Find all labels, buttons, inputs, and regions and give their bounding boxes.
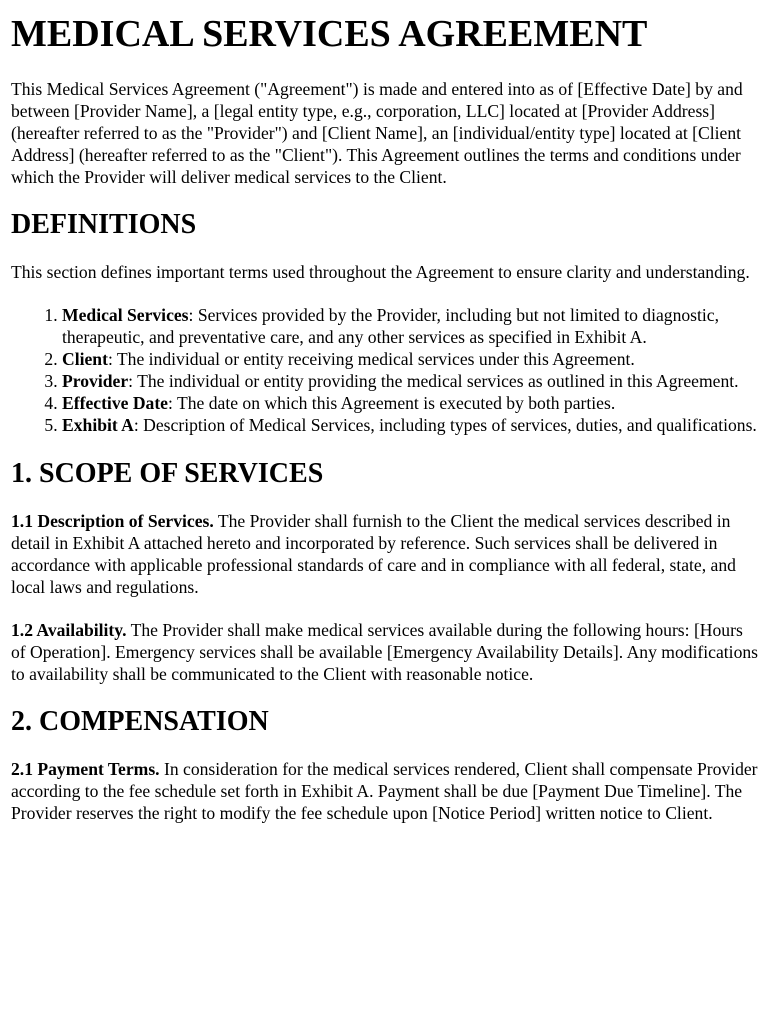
definition-text: : The individual or entity receiving medical services under this Agreement. [107, 349, 635, 369]
definition-term: Effective Date [62, 393, 168, 413]
definition-text: : Services provided by the Provider, including but not limited to diagnostic, therapeutic, and preventative care, and any other services as specified in Exhibit A. [62, 305, 719, 347]
definition-item [62, 304, 759, 348]
definition-term: Provider [62, 371, 129, 391]
scope-availability-text: The Provider shall make medical services available during the following hours: [Hours of Operation]. Emergency services shall be available [Emergency Availability Details]. Any modifications to availability shall be communicated to the Client with reasonable notice. [11, 620, 759, 684]
definition-text: : The individual or entity providing the medical services as outlined in this Agreement. [128, 371, 739, 391]
scope-availability-label: 1.2 Availability. [11, 620, 127, 640]
compensation-payment-label: 2.1 Payment Terms. [11, 759, 160, 779]
compensation-heading: 2. COMPENSATION [11, 706, 269, 737]
scope-description-text: The Provider shall furnish to the Client the medical services described in detail in Exhibit A attached hereto and incorporated by reference. Such services shall be delivered in accordance with applicable professional standards of care and in compliance with all federal, state, and local laws and regulations. [11, 511, 736, 597]
intro-paragraph: This Medical Services Agreement ("Agreement") is made and entered into as of [Effective Date] by and between [Provider Name], a [legal entity type, e.g., corporation, LLC] located at [Provider Address] (hereafter referred to as the "Provider") and [Client Name], an [individual/entity type] located at [Client Address] (hereafter referred to as the "Client"). This Agreement outlines the terms and conditions under which the Provider will deliver medical services to the Client. [11, 79, 743, 187]
scope-description-paragraph [11, 510, 759, 598]
scope-description-label: 1.1 Description of Services. [11, 511, 214, 531]
definition-item [62, 348, 759, 370]
document-title: MEDICAL SERVICES AGREEMENT [11, 13, 648, 55]
scope-availability-paragraph [11, 619, 759, 685]
definitions-heading: DEFINITIONS [11, 209, 197, 240]
definition-item [62, 414, 759, 436]
definitions-intro: This section defines important terms used throughout the Agreement to ensure clarity and understanding. [11, 262, 750, 282]
definition-term: Medical Services [62, 305, 189, 325]
definition-text: : Description of Medical Services, including types of services, duties, and qualifications. [133, 415, 757, 435]
definition-term: Client [62, 349, 108, 369]
definition-item [62, 370, 759, 392]
definition-text: : The date on which this Agreement is executed by both parties. [168, 393, 616, 413]
compensation-payment-paragraph [11, 758, 759, 824]
definition-term: Exhibit A [62, 415, 134, 435]
compensation-payment-text: In consideration for the medical services rendered, Client shall compensate Provider according to the fee schedule set forth in Exhibit A. Payment shall be due [Payment Due Timeline]. The Provider reserves the right to modify the fee schedule upon [Notice Period] written notice to Client. [11, 759, 758, 823]
definition-item [62, 392, 759, 414]
definitions-list [11, 304, 759, 436]
scope-heading: 1. SCOPE OF SERVICES [11, 458, 324, 489]
